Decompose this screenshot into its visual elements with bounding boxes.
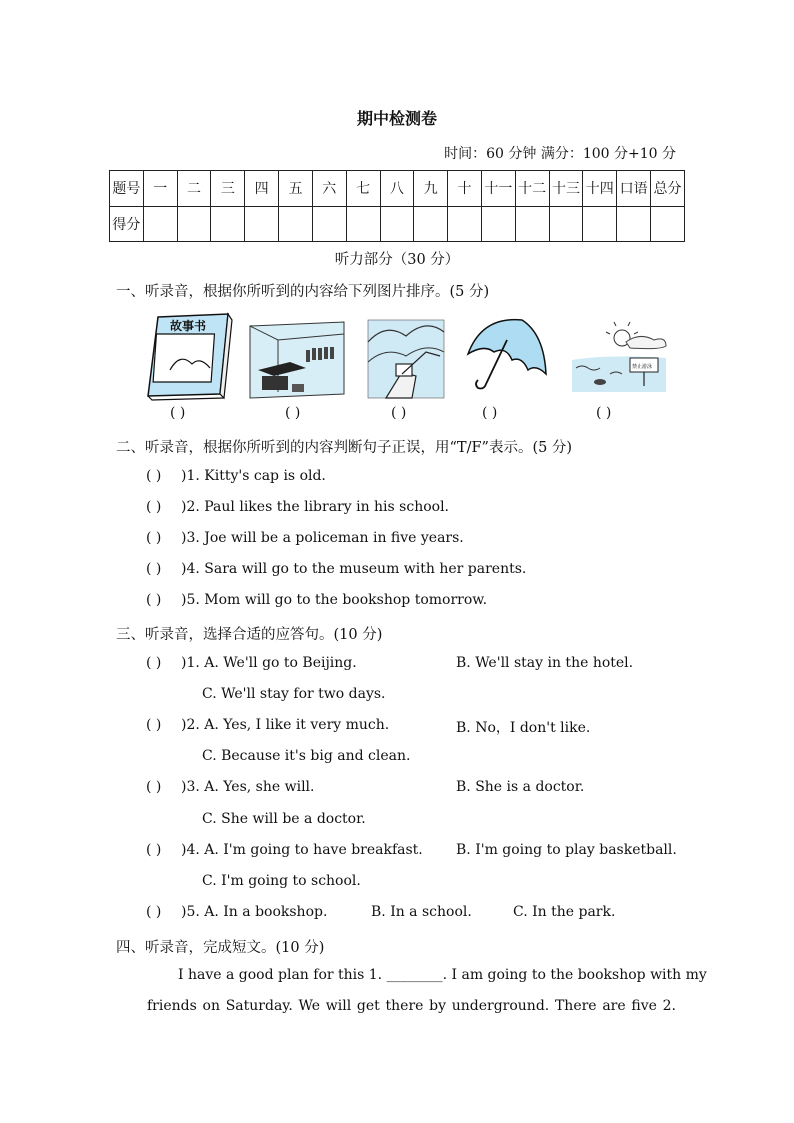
s3-q1-option-c: C. We'll stay for two days. xyxy=(202,686,386,702)
s3-q3-option-c: C. She will be a doctor. xyxy=(202,811,366,827)
score-header-cell: 七 xyxy=(346,171,380,207)
s3-q4-option-c: C. I'm going to school. xyxy=(202,873,361,889)
picture-row xyxy=(140,312,680,402)
score-header-cell: 十二 xyxy=(515,171,549,207)
score-cell[interactable] xyxy=(177,206,211,242)
s3-q5-option-c: C. In the park. xyxy=(513,904,616,920)
no-swimming-scene-icon xyxy=(572,322,666,392)
passage-word: will xyxy=(325,998,352,1014)
storybook-icon xyxy=(148,314,232,400)
s2-blank-1[interactable]: ( ) xyxy=(146,468,162,484)
score-cell[interactable] xyxy=(515,206,549,242)
score-cell[interactable] xyxy=(380,206,414,242)
s2-item-5: )5. Mom will go to the bookshop tomorrow. xyxy=(181,592,488,608)
passage-word: by xyxy=(429,998,447,1014)
s1-blank-2[interactable]: ( ) xyxy=(285,405,301,421)
time-info: 时间：60 分钟 满分：100 分+10 分 xyxy=(444,146,676,162)
score-cell[interactable] xyxy=(279,206,313,242)
score-cell[interactable] xyxy=(549,206,583,242)
great-wall-icon xyxy=(368,320,444,398)
s2-blank-5[interactable]: ( ) xyxy=(146,592,162,608)
score-header-cell: 十四 xyxy=(583,171,617,207)
score-row-label: 得分 xyxy=(110,206,144,242)
score-header-cell: 十三 xyxy=(549,171,583,207)
passage-word: on xyxy=(202,998,220,1014)
piano-hall-icon xyxy=(250,322,344,398)
score-header-cell: 十 xyxy=(448,171,482,207)
s3-q5-option-a: )5. A. In a bookshop. xyxy=(181,904,328,920)
score-cell[interactable] xyxy=(617,206,651,242)
score-header-cell: 总分 xyxy=(651,171,685,207)
passage-line-1: I have a good plan for this 1. ________. I am going to the bookshop with my xyxy=(178,967,707,983)
s2-blank-2[interactable]: ( ) xyxy=(146,499,162,515)
section-4-title: 四、听录音，完成短文。(10 分) xyxy=(116,940,325,956)
s2-item-2: )2. Paul likes the library in his school. xyxy=(181,499,449,515)
passage-word: are xyxy=(602,998,626,1014)
score-cell[interactable] xyxy=(651,206,685,242)
score-header-cell: 二 xyxy=(177,171,211,207)
score-header-cell: 三 xyxy=(211,171,245,207)
section-2-title: 二、听录音，根据你所听到的内容判断句子正误，用“T/F”表示。(5 分) xyxy=(116,440,573,456)
score-header-cell: 四 xyxy=(245,171,279,207)
s1-blank-1[interactable]: ( ) xyxy=(170,405,186,421)
score-header-cell: 六 xyxy=(312,171,346,207)
s3-q2-option-a: )2. A. Yes, I like it very much. xyxy=(181,717,390,733)
s2-item-3: )3. Joe will be a policeman in five years. xyxy=(181,530,464,546)
s3-q1-option-a: )1. A. We'll go to Beijing. xyxy=(181,655,357,671)
score-cell[interactable] xyxy=(211,206,245,242)
passage-word: there xyxy=(385,998,424,1014)
passage-word: 2. xyxy=(662,998,676,1014)
s2-item-1: )1. Kitty's cap is old. xyxy=(181,468,326,484)
score-header-cell: 口语 xyxy=(617,171,651,207)
s3-q3-option-b: B. She is a doctor. xyxy=(456,779,585,795)
section-3-title: 三、听录音，选择合适的应答句。(10 分) xyxy=(116,627,383,643)
s3-q5-option-b: B. In a school. xyxy=(371,904,472,920)
score-header-cell: 一 xyxy=(143,171,177,207)
umbrella-icon xyxy=(468,320,546,389)
score-cell[interactable] xyxy=(481,206,515,242)
score-header-cell: 十一 xyxy=(481,171,515,207)
s3-blank-5[interactable]: ( ) xyxy=(146,904,162,920)
section-1-title: 一、听录音，根据你所听到的内容给下列图片排序。(5 分) xyxy=(116,284,490,300)
passage-word: friends xyxy=(147,998,197,1014)
score-header-cell: 题号 xyxy=(110,171,144,207)
page-title: 期中检测卷 xyxy=(356,109,437,128)
s2-blank-3[interactable]: ( ) xyxy=(146,530,162,546)
score-cell[interactable] xyxy=(414,206,448,242)
passage-word: five xyxy=(631,998,657,1014)
s3-blank-1[interactable]: ( ) xyxy=(146,655,162,671)
score-table xyxy=(109,170,685,242)
s3-q3-option-a: )3. A. Yes, she will. xyxy=(181,779,315,795)
s2-item-4: )4. Sara will go to the museum with her parents. xyxy=(181,561,527,577)
score-table-header-row xyxy=(110,171,685,207)
score-table-score-row xyxy=(110,206,685,242)
s3-blank-3[interactable]: ( ) xyxy=(146,779,162,795)
passage-word: underground. xyxy=(451,998,550,1014)
passage-word: get xyxy=(356,998,380,1014)
passage-word: Saturday. xyxy=(225,998,293,1014)
score-cell[interactable] xyxy=(143,206,177,242)
s1-blank-5[interactable]: ( ) xyxy=(596,405,612,421)
book-title-text: 故事书 xyxy=(170,319,207,333)
s3-q1-option-b: B. We'll stay in the hotel. xyxy=(456,655,634,671)
score-header-cell: 八 xyxy=(380,171,414,207)
no-swimming-sign-text: 禁止游泳 xyxy=(632,364,653,370)
s3-q2-option-b: B. No，I don't like. xyxy=(456,720,591,736)
s1-blank-3[interactable]: ( ) xyxy=(391,405,407,421)
score-cell[interactable] xyxy=(245,206,279,242)
passage-word: We xyxy=(298,998,321,1014)
passage-line-2 xyxy=(147,998,676,1014)
score-header-cell: 五 xyxy=(279,171,313,207)
s3-q4-option-a: )4. A. I'm going to have breakfast. xyxy=(181,842,423,858)
passage-word: There xyxy=(554,998,597,1014)
s2-blank-4[interactable]: ( ) xyxy=(146,561,162,577)
s3-blank-4[interactable]: ( ) xyxy=(146,842,162,858)
s1-blank-4[interactable]: ( ) xyxy=(482,405,498,421)
score-cell[interactable] xyxy=(583,206,617,242)
score-cell[interactable] xyxy=(448,206,482,242)
s3-q2-option-c: C. Because it's big and clean. xyxy=(202,748,411,764)
listening-header: 听力部分（30 分） xyxy=(334,252,460,268)
score-cell[interactable] xyxy=(312,206,346,242)
s3-blank-2[interactable]: ( ) xyxy=(146,717,162,733)
score-header-cell: 九 xyxy=(414,171,448,207)
s3-q4-option-b: B. I'm going to play basketball. xyxy=(456,842,677,858)
score-cell[interactable] xyxy=(346,206,380,242)
